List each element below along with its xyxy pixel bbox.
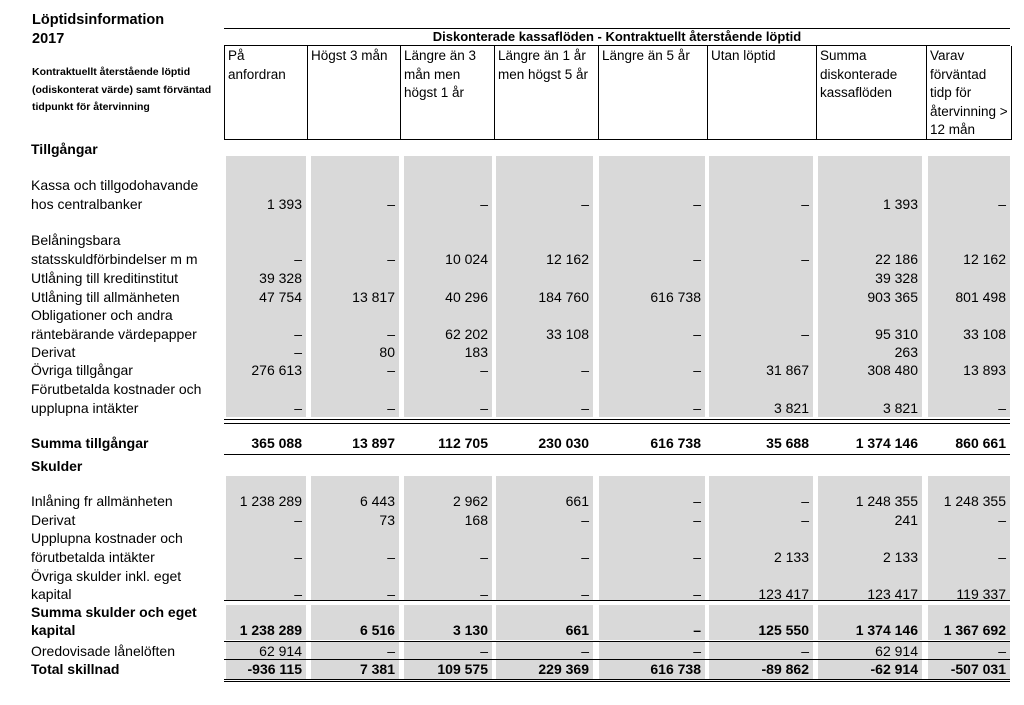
table-cell: 35 688 bbox=[766, 435, 809, 451]
table-cell: 184 760 bbox=[538, 289, 589, 305]
table-cell: 22 186 bbox=[875, 251, 918, 267]
table-cell: – bbox=[480, 196, 488, 212]
table-cell: 1 393 bbox=[882, 196, 918, 212]
row-label: Kassa och tillgodohavande bbox=[31, 177, 199, 193]
table-cell: – bbox=[387, 251, 395, 267]
table-cell: 2 962 bbox=[452, 493, 488, 509]
table-cell: – bbox=[480, 643, 488, 659]
table-cell: -62 914 bbox=[870, 661, 918, 677]
table-cell: 801 498 bbox=[955, 289, 1006, 305]
table-cell: – bbox=[693, 362, 701, 378]
table-cell: – bbox=[387, 549, 395, 565]
table-cell: – bbox=[480, 362, 488, 378]
table-cell: 661 bbox=[565, 622, 589, 638]
row-label: Övriga tillgångar bbox=[31, 362, 133, 378]
section-liabilities: Skulder bbox=[31, 458, 83, 474]
table-cell: 616 738 bbox=[650, 289, 701, 305]
row-label: kapital bbox=[31, 622, 76, 638]
row-label: upplupna intäkter bbox=[31, 400, 139, 416]
table-cell: – bbox=[581, 643, 589, 659]
row-label: Inlåning fr allmänheten bbox=[31, 493, 173, 509]
table-cell: – bbox=[693, 400, 701, 416]
row-label: kapital bbox=[31, 586, 72, 602]
table-cell: – bbox=[480, 400, 488, 416]
table-cell: 661 bbox=[565, 493, 589, 509]
column-header: Högst 3 mån bbox=[307, 46, 401, 140]
table-cell: – bbox=[480, 586, 488, 602]
table-cell: – bbox=[801, 512, 809, 528]
table-cell: 308 480 bbox=[867, 362, 918, 378]
table-cell: -89 862 bbox=[761, 661, 809, 677]
table-cell: – bbox=[801, 196, 809, 212]
table-cell: – bbox=[693, 643, 701, 659]
table-cell: 903 365 bbox=[867, 289, 918, 305]
row-label: Derivat bbox=[31, 344, 76, 360]
table-cell: 123 417 bbox=[758, 586, 809, 602]
table-cell: 1 248 355 bbox=[943, 493, 1006, 509]
table-cell: 80 bbox=[379, 344, 395, 360]
table-cell: – bbox=[294, 549, 302, 565]
row-label: Utlåning till kreditinstitut bbox=[31, 270, 179, 286]
table-cell: 62 914 bbox=[259, 643, 302, 659]
row-label: Obligationer och andra bbox=[31, 307, 173, 323]
row-label: Övriga skulder inkl. eget bbox=[31, 568, 182, 584]
table-cell: 1 238 289 bbox=[239, 622, 302, 638]
table-cell: -936 115 bbox=[247, 661, 302, 677]
table-cell: 168 bbox=[464, 512, 488, 528]
table-cell: 230 030 bbox=[538, 435, 589, 451]
table-cell: 616 738 bbox=[650, 435, 701, 451]
table-cell: 860 661 bbox=[955, 435, 1006, 451]
table-cell: – bbox=[801, 493, 809, 509]
row-label: Summa tillgångar bbox=[31, 435, 149, 451]
table-cell: – bbox=[693, 493, 701, 509]
table-cell: 3 130 bbox=[452, 622, 488, 638]
table-cell: – bbox=[294, 512, 302, 528]
table-cell: – bbox=[998, 400, 1006, 416]
table-cell: – bbox=[998, 196, 1006, 212]
table-cell: – bbox=[581, 400, 589, 416]
table-cell: 12 162 bbox=[963, 251, 1006, 267]
table-cell: – bbox=[294, 586, 302, 602]
row-label: Belåningsbara bbox=[31, 232, 121, 248]
row-label: Upplupna kostnader och bbox=[31, 530, 183, 546]
table-cell: – bbox=[581, 362, 589, 378]
column-header: Längre än 5 år bbox=[598, 46, 708, 140]
table-cell: – bbox=[387, 643, 395, 659]
table-cell: 13 893 bbox=[963, 362, 1006, 378]
table-cell: – bbox=[387, 196, 395, 212]
table-cell: 3 821 bbox=[882, 400, 918, 416]
row-label: förutbetalda intäkter bbox=[31, 549, 155, 565]
table-cell: – bbox=[693, 196, 701, 212]
table-cell: 1 248 355 bbox=[855, 493, 918, 509]
table-cell: 1 374 146 bbox=[855, 435, 918, 451]
table-cell: – bbox=[294, 344, 302, 360]
table-cell: – bbox=[998, 549, 1006, 565]
table-cell: – bbox=[693, 622, 701, 638]
table-cell: – bbox=[998, 643, 1006, 659]
table-cell: 7 381 bbox=[359, 661, 395, 677]
table-cell: 123 417 bbox=[867, 586, 918, 602]
table-cell: 125 550 bbox=[758, 622, 809, 638]
table-cell: – bbox=[693, 251, 701, 267]
table-cell: 6 516 bbox=[359, 622, 395, 638]
table-cell: – bbox=[581, 196, 589, 212]
table-cell: – bbox=[693, 326, 701, 342]
table-cell: 12 162 bbox=[546, 251, 589, 267]
table-cell: 47 754 bbox=[259, 289, 302, 305]
table-cell: 1 367 692 bbox=[943, 622, 1006, 638]
column-header: Längre än 1 år men högst 5 år bbox=[494, 46, 599, 140]
table-cell: 13 897 bbox=[352, 435, 395, 451]
table-cell: 73 bbox=[379, 512, 395, 528]
table-cell: 33 108 bbox=[963, 326, 1006, 342]
table-cell: 62 202 bbox=[445, 326, 488, 342]
header-title: Diskonterade kassaflöden - Kontraktuellt återstående löptid bbox=[432, 29, 802, 44]
table-cell: – bbox=[294, 326, 302, 342]
table-cell: 3 821 bbox=[773, 400, 809, 416]
table-cell: 112 705 bbox=[438, 435, 488, 451]
table-rule bbox=[224, 419, 1010, 420]
table-cell: 241 bbox=[894, 512, 918, 528]
row-label: Förutbetalda kostnader och bbox=[31, 381, 202, 397]
row-label: Oredovisade lånelöften bbox=[31, 643, 175, 659]
table-rule bbox=[224, 423, 1010, 424]
table-cell: 13 817 bbox=[352, 289, 395, 305]
table-cell: 10 024 bbox=[445, 251, 488, 267]
table-cell: – bbox=[294, 400, 302, 416]
table-cell: – bbox=[801, 326, 809, 342]
table-cell: 39 328 bbox=[875, 270, 918, 286]
table-cell: 616 738 bbox=[650, 661, 701, 677]
row-label: Total skillnad bbox=[31, 661, 120, 677]
page-title bbox=[32, 11, 164, 49]
table-cell: – bbox=[294, 251, 302, 267]
table-cell: – bbox=[693, 549, 701, 565]
table-cell: 276 613 bbox=[251, 362, 302, 378]
table-rule bbox=[224, 454, 1010, 455]
table-rule bbox=[224, 641, 1010, 642]
table-cell: 119 337 bbox=[956, 586, 1006, 602]
row-label: Summa skulder och eget bbox=[31, 604, 197, 620]
row-label: räntebärande värdepapper bbox=[31, 326, 197, 342]
table-cell: 62 914 bbox=[875, 643, 918, 659]
column-header: Längre än 3 mån men högst 1 år bbox=[400, 46, 495, 140]
table-cell: – bbox=[387, 400, 395, 416]
table-cell: -507 031 bbox=[950, 661, 1006, 677]
table-cell: – bbox=[693, 512, 701, 528]
table-cell: 2 133 bbox=[882, 549, 918, 565]
column-header: Varav förväntad tidp för återvinning > 12 mån bbox=[926, 46, 1012, 140]
table-cell: 1 393 bbox=[266, 196, 302, 212]
table-cell: 95 310 bbox=[875, 326, 918, 342]
title-line-2: 2017 bbox=[32, 31, 65, 47]
table-cell: 263 bbox=[894, 344, 918, 360]
row-label: Utlåning till allmänheten bbox=[31, 289, 180, 305]
table-rule bbox=[224, 679, 1010, 682]
table-cell: – bbox=[581, 512, 589, 528]
table-cell: 229 369 bbox=[538, 661, 589, 677]
table-cell: 39 328 bbox=[259, 270, 302, 286]
table-cell: 1 374 146 bbox=[855, 622, 918, 638]
table-cell: – bbox=[693, 586, 701, 602]
table-cell: – bbox=[387, 586, 395, 602]
row-label: Derivat bbox=[31, 512, 76, 528]
row-label: hos centralbanker bbox=[31, 196, 143, 212]
title-line-1: Löptidsinformation bbox=[32, 12, 165, 28]
table-description: Kontraktuellt återstående löptid (odiskonterat värde) samt förväntad tidpunkt för återvinning bbox=[32, 66, 212, 113]
table-cell: 6 443 bbox=[359, 493, 395, 509]
table-cell: – bbox=[801, 251, 809, 267]
section-assets: Tillgångar bbox=[31, 141, 98, 157]
table-cell: 183 bbox=[464, 344, 488, 360]
table-cell: 1 238 289 bbox=[239, 493, 302, 509]
table-cell: 40 296 bbox=[445, 289, 488, 305]
table-cell: 2 133 bbox=[773, 549, 809, 565]
table-cell: 365 088 bbox=[251, 435, 302, 451]
table-cell: – bbox=[581, 586, 589, 602]
column-header: Utan löptid bbox=[707, 46, 817, 140]
table-cell: – bbox=[581, 549, 589, 565]
table-cell: – bbox=[480, 549, 488, 565]
row-label: statsskuldförbindelser m m bbox=[31, 251, 198, 267]
column-header: Summa diskonterade kassaflöden bbox=[816, 46, 927, 140]
table-cell: – bbox=[387, 362, 395, 378]
table-rule bbox=[224, 659, 1010, 660]
table-cell: 31 867 bbox=[766, 362, 809, 378]
column-header: På anfordran bbox=[224, 46, 308, 140]
table-cell: – bbox=[387, 326, 395, 342]
table-cell: – bbox=[998, 512, 1006, 528]
table-cell: 33 108 bbox=[546, 326, 589, 342]
table-cell: 109 575 bbox=[437, 661, 488, 677]
table-cell: – bbox=[801, 643, 809, 659]
